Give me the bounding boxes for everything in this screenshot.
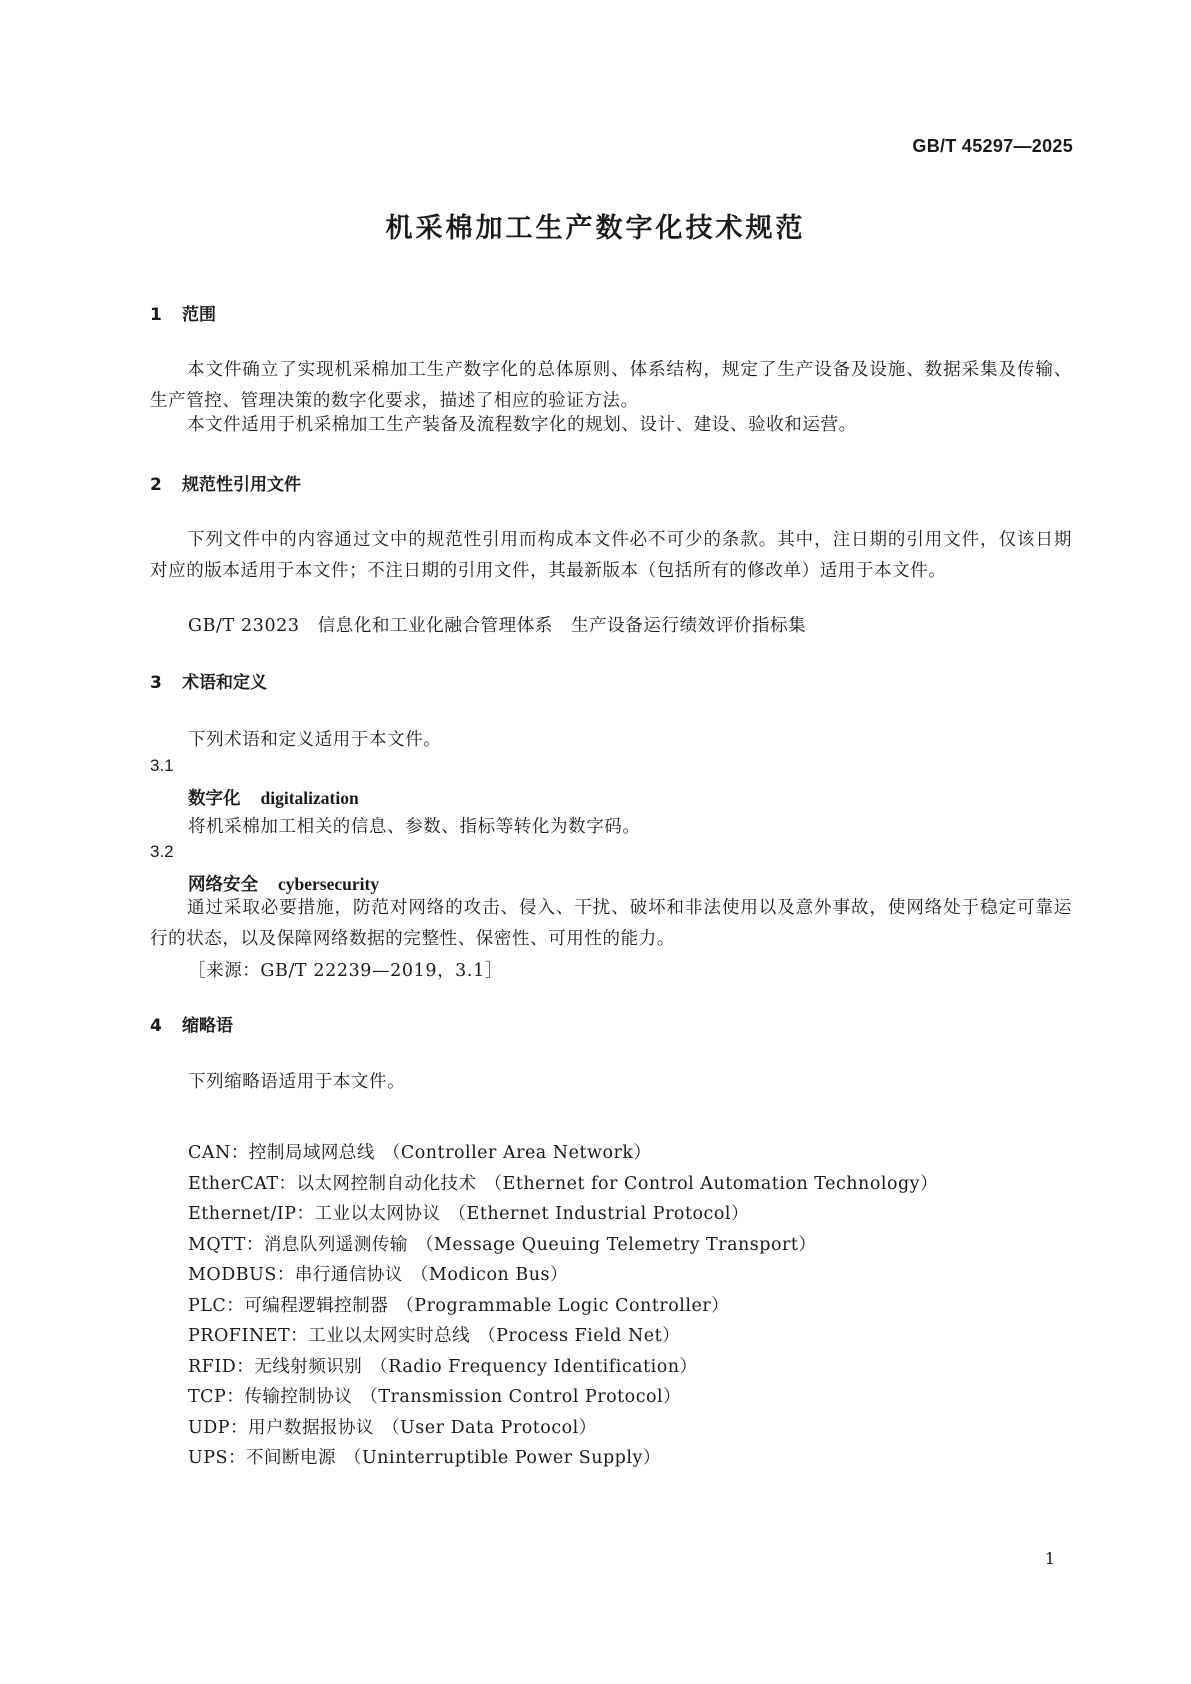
term-source: ［来源：GB/T 22239—2019，3.1］: [188, 961, 503, 981]
list-item: [188, 1260, 938, 1291]
section-2-heading: [150, 470, 301, 495]
list-item: [188, 1382, 938, 1413]
abbreviation-full-form: （Radio Frequency Identification）: [370, 1356, 698, 1377]
scope-paragraph-2: 本文件适用于机采棉加工生产装备及流程数字化的规划、设计、建设、验收和运营。: [187, 415, 857, 435]
abbreviation: UPS：不间断电源: [188, 1448, 337, 1468]
term-name-zh: 网络安全: [188, 875, 258, 895]
normative-references-paragraph: 下列文件中的内容通过文中的规范性引用而构成本文件必不可少的条款。其中，注日期的引用文件，仅该日期对应的版本适用于本文件；不注日期的引用文件，其最新版本（包括所有的修改单）适用于本文件。: [150, 530, 1072, 581]
list-item: [188, 1321, 938, 1352]
reference-title-2: 生产设备运行绩效评价指标集: [570, 616, 807, 636]
abbreviation: PROFINET：工业以太网实时总线: [188, 1326, 471, 1346]
term-name-en: cybersecurity: [278, 874, 380, 894]
term-number: 3.1: [150, 756, 174, 775]
term-name: [188, 785, 359, 810]
section-title: 范围: [182, 305, 216, 325]
terms-intro: 下列术语和定义适用于本文件。: [188, 730, 442, 750]
list-item: [188, 1230, 938, 1261]
list-item: [188, 1169, 938, 1200]
abbreviation-full-form: （Ethernet Industrial Protocol）: [448, 1204, 749, 1224]
section-number: 4: [150, 1016, 162, 1036]
section-title: 规范性引用文件: [182, 475, 301, 495]
scope-paragraph-1: 本文件确立了实现机采棉加工生产数字化的总体原则、体系结构，规定了生产设备及设施、数据采集及传输、生产管控、管理决策的数字化要求，描述了相应的验证方法。: [150, 360, 1072, 411]
abbreviation-full-form: （Process Field Net）: [478, 1326, 681, 1346]
list-item: [188, 1443, 938, 1474]
section-number: 1: [150, 305, 162, 325]
abbreviation: RFID：无线射频识别: [188, 1356, 363, 1377]
document-title: 机采棉加工生产数字化技术规范: [385, 213, 806, 244]
section-number: 2: [150, 475, 162, 495]
abbreviation-full-form: （User Data Protocol）: [382, 1417, 597, 1438]
abbreviation: MODBUS：串行通信协议: [188, 1265, 403, 1285]
term-definition: 将机采棉加工相关的信息、参数、指标等转化为数字码。: [188, 817, 641, 837]
abbreviation: TCP：传输控制协议: [188, 1387, 353, 1407]
section-title: 缩略语: [182, 1016, 233, 1036]
abbreviation-full-form: （Ethernet for Control Automation Technology）: [484, 1173, 939, 1194]
list-item: [188, 1413, 938, 1444]
list-item: [188, 1138, 938, 1169]
abbreviation: MQTT：消息队列遥测传输: [188, 1234, 408, 1255]
reference-code: GB/T 23023: [188, 616, 300, 636]
abbreviation-full-form: （Uninterruptible Power Supply）: [344, 1448, 661, 1468]
reference-title-1: 信息化和工业化融合管理体系: [317, 616, 553, 636]
term-name-en: digitalization: [260, 788, 359, 808]
reference-entry: [188, 612, 806, 637]
abbreviation-full-form: （Modicon Bus）: [410, 1265, 568, 1285]
abbreviation-full-form: （Message Queuing Telemetry Transport）: [415, 1234, 817, 1255]
section-3-heading: [150, 668, 267, 693]
abbreviations-intro: 下列缩略语适用于本文件。: [188, 1072, 406, 1092]
abbreviation: Ethernet/IP：工业以太网协议: [188, 1204, 441, 1224]
term-definition: 通过采取必要措施，防范对网络的攻击、侵入、干扰、破坏和非法使用以及意外事故，使网络处于稳定可靠运行的状态，以及保障网络数据的完整性、保密性、可用性的能力。: [150, 898, 1072, 949]
page-number: 1: [1044, 1549, 1055, 1568]
section-4-heading: [150, 1011, 233, 1036]
abbreviation-full-form: （Programmable Logic Controller）: [396, 1295, 730, 1316]
abbreviation: CAN：控制局域网总线: [188, 1143, 375, 1163]
section-1-heading: [150, 300, 216, 325]
section-number: 3: [150, 673, 162, 693]
abbreviation: UDP：用户数据报协议: [188, 1417, 375, 1438]
term-number: 3.2: [150, 842, 174, 861]
abbreviation: PLC：可编程逻辑控制器: [188, 1295, 389, 1316]
list-item: [188, 1291, 938, 1322]
term-name-zh: 数字化: [188, 789, 241, 809]
section-title: 术语和定义: [182, 673, 267, 693]
abbreviation-full-form: （Controller Area Network）: [382, 1143, 652, 1163]
list-item: [188, 1199, 938, 1230]
abbreviation: EtherCAT：以太网控制自动化技术: [188, 1173, 477, 1194]
list-item: [188, 1352, 938, 1383]
standard-code: GB/T 45297—2025: [912, 136, 1073, 156]
abbreviation-list: [188, 1138, 938, 1474]
abbreviation-full-form: （Transmission Control Protocol）: [360, 1387, 682, 1407]
